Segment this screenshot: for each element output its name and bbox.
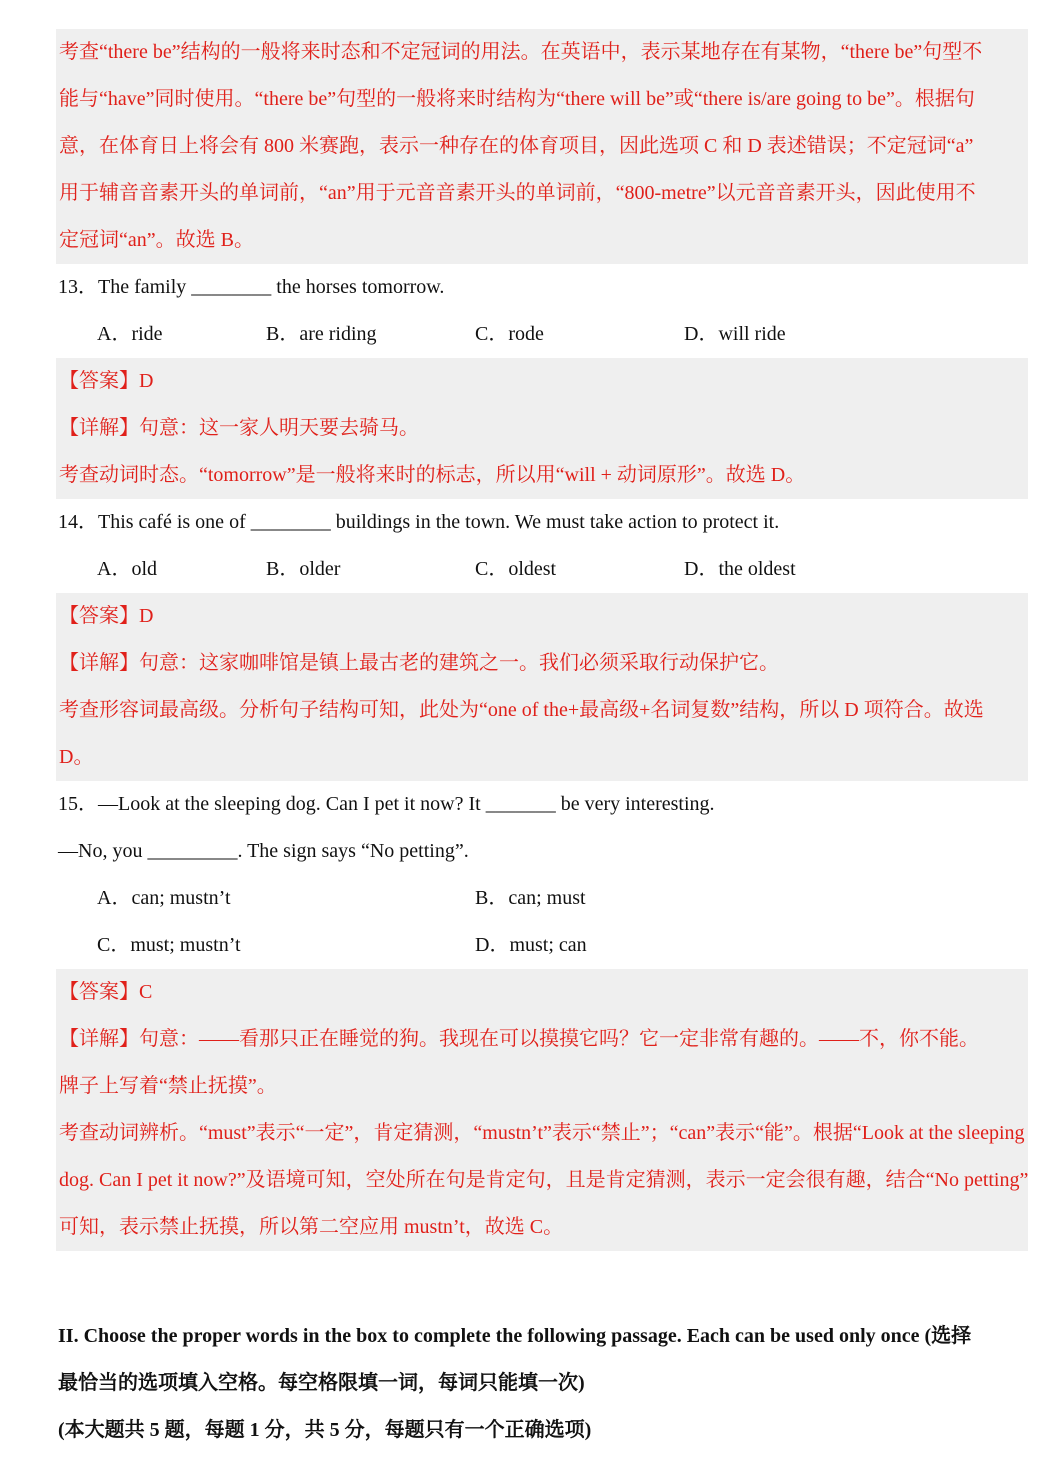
section2-note: (本大题共 5 题，每题 1 分，共 5 分，每题只有一个正确选项) <box>58 1419 592 1441</box>
q15-answer-line <box>56 969 1028 1016</box>
q15-analysis-line-3 <box>56 1204 1028 1251</box>
q15-analysis: 可知，表示禁止抚摸，所以第二空应用 mustn’t，故选 C。 <box>59 1216 564 1238</box>
q13-detail-line <box>56 405 1028 452</box>
q12-analysis-line-2 <box>56 76 1028 123</box>
q15-option-c: C．must; mustn’t <box>97 934 241 956</box>
section2-heading-line-1 <box>0 1313 1050 1360</box>
q15-question-line-1 <box>0 781 1050 828</box>
q14-stem: 14．This café is one of ________ buildings in the town. We must take action to protect it. <box>58 511 780 533</box>
q12-analysis-text: 定冠词“an”。故选 B。 <box>59 229 254 251</box>
q12-analysis-line-5 <box>56 217 1028 264</box>
q14-analysis: D。 <box>59 746 94 768</box>
q13-analysis: 考查动词时态。“tomorrow”是一般将来时的标志，所以用“will + 动词原形”。故选 D。 <box>59 464 806 486</box>
q15-answer: 【答案】C <box>59 981 153 1003</box>
q15-stem-2: —No, you _________. The sign says “No petting”. <box>58 840 469 862</box>
section2-heading: 最恰当的选项填入空格。每空格限填一词，每词只能填一次) <box>58 1372 585 1394</box>
q13-option-a: A．ride <box>97 323 163 345</box>
q12-analysis-line-4 <box>56 170 1028 217</box>
q13-detail: 【详解】句意：这一家人明天要去骑马。 <box>59 417 419 439</box>
q15-option-a: A．can; mustn’t <box>97 887 231 909</box>
q15-options-row-2 <box>0 922 1050 969</box>
q15-detail: 【详解】句意：——看那只正在睡觉的狗。我现在可以摸摸它吗？它一定非常有趣的。——不，你不能。 <box>59 1028 979 1050</box>
q14-analysis-line-2 <box>56 734 1028 781</box>
q14-options <box>0 546 1050 593</box>
q14-option-d: D．the oldest <box>684 558 796 580</box>
section2-heading-line-2 <box>0 1360 1050 1407</box>
q13-option-b: B．are riding <box>266 323 377 345</box>
q12-analysis-text: 考查“there be”结构的一般将来时态和不定冠词的用法。在英语中，表示某地存在有某物，“there be”句型不 <box>59 41 983 63</box>
q15-question-line-2 <box>0 828 1050 875</box>
q13-option-d: D．will ride <box>684 323 786 345</box>
q14-option-c: C．oldest <box>475 558 557 580</box>
q13-option-c: C．rode <box>475 323 544 345</box>
q14-option-a: A．old <box>97 558 157 580</box>
q14-analysis-line-1 <box>56 687 1028 734</box>
q15-analysis: dog. Can I pet it now?”及语境可知，空处所在句是肯定句，且是肯定猜测，表示一定会很有趣，结合“No petting” <box>59 1169 1029 1191</box>
q12-analysis-text: 用于辅音音素开头的单词前，“an”用于元音音素开头的单词前，“800-metre”以元音音素开头，因此使用不 <box>59 182 976 204</box>
q15-option-b: B．can; must <box>475 887 586 909</box>
q12-analysis-line-3 <box>56 123 1028 170</box>
q14-option-b: B．older <box>266 558 341 580</box>
q14-detail-line <box>56 640 1028 687</box>
q13-answer: 【答案】D <box>59 370 154 392</box>
section2-heading: II. Choose the proper words in the box to complete the following passage. Each can be used only once (选择 <box>58 1325 972 1347</box>
q15-analysis-line-2 <box>56 1157 1028 1204</box>
q13-stem: 13．The family ________ the horses tomorrow. <box>58 276 445 298</box>
q15-options-row-1 <box>0 875 1050 922</box>
q15-detail-line-2 <box>56 1063 1028 1110</box>
section2-note-line <box>0 1407 1050 1454</box>
q15-option-d: D．must; can <box>475 934 587 956</box>
q13-question <box>0 264 1050 311</box>
q13-answer-line <box>56 358 1028 405</box>
q12-analysis-text: 能与“have”同时使用。“there be”句型的一般将来时结构为“there will be”或“there is/are going to be”。根据句 <box>59 88 975 110</box>
q12-analysis-text: 意，在体育日上将会有 800 米赛跑，表示一种存在的体育项目，因此选项 C 和 D 表述错误；不定冠词“a” <box>59 135 974 157</box>
q14-analysis: 考查形容词最高级。分析句子结构可知，此处为“one of the+最高级+名词复数”结构，所以 D 项符合。故选 <box>59 699 984 721</box>
q14-answer-line <box>56 593 1028 640</box>
q15-stem-1: 15．—Look at the sleeping dog. Can I pet it now? It _______ be very interesting. <box>58 793 715 815</box>
q14-detail: 【详解】句意：这家咖啡馆是镇上最古老的建筑之一。我们必须采取行动保护它。 <box>59 652 779 674</box>
q12-analysis-line-1 <box>56 29 1028 76</box>
q14-question <box>0 499 1050 546</box>
q15-detail-line-1 <box>56 1016 1028 1063</box>
q15-detail: 牌子上写着“禁止抚摸”。 <box>59 1075 277 1097</box>
q14-answer: 【答案】D <box>59 605 154 627</box>
q13-options <box>0 311 1050 358</box>
q13-analysis-line <box>56 452 1028 499</box>
q15-analysis: 考查动词辨析。“must”表示“一定”，肯定猜测，“mustn’t”表示“禁止”；“can”表示“能”。根据“Look at the sleeping <box>59 1122 1025 1144</box>
q15-analysis-line-1 <box>56 1110 1028 1157</box>
